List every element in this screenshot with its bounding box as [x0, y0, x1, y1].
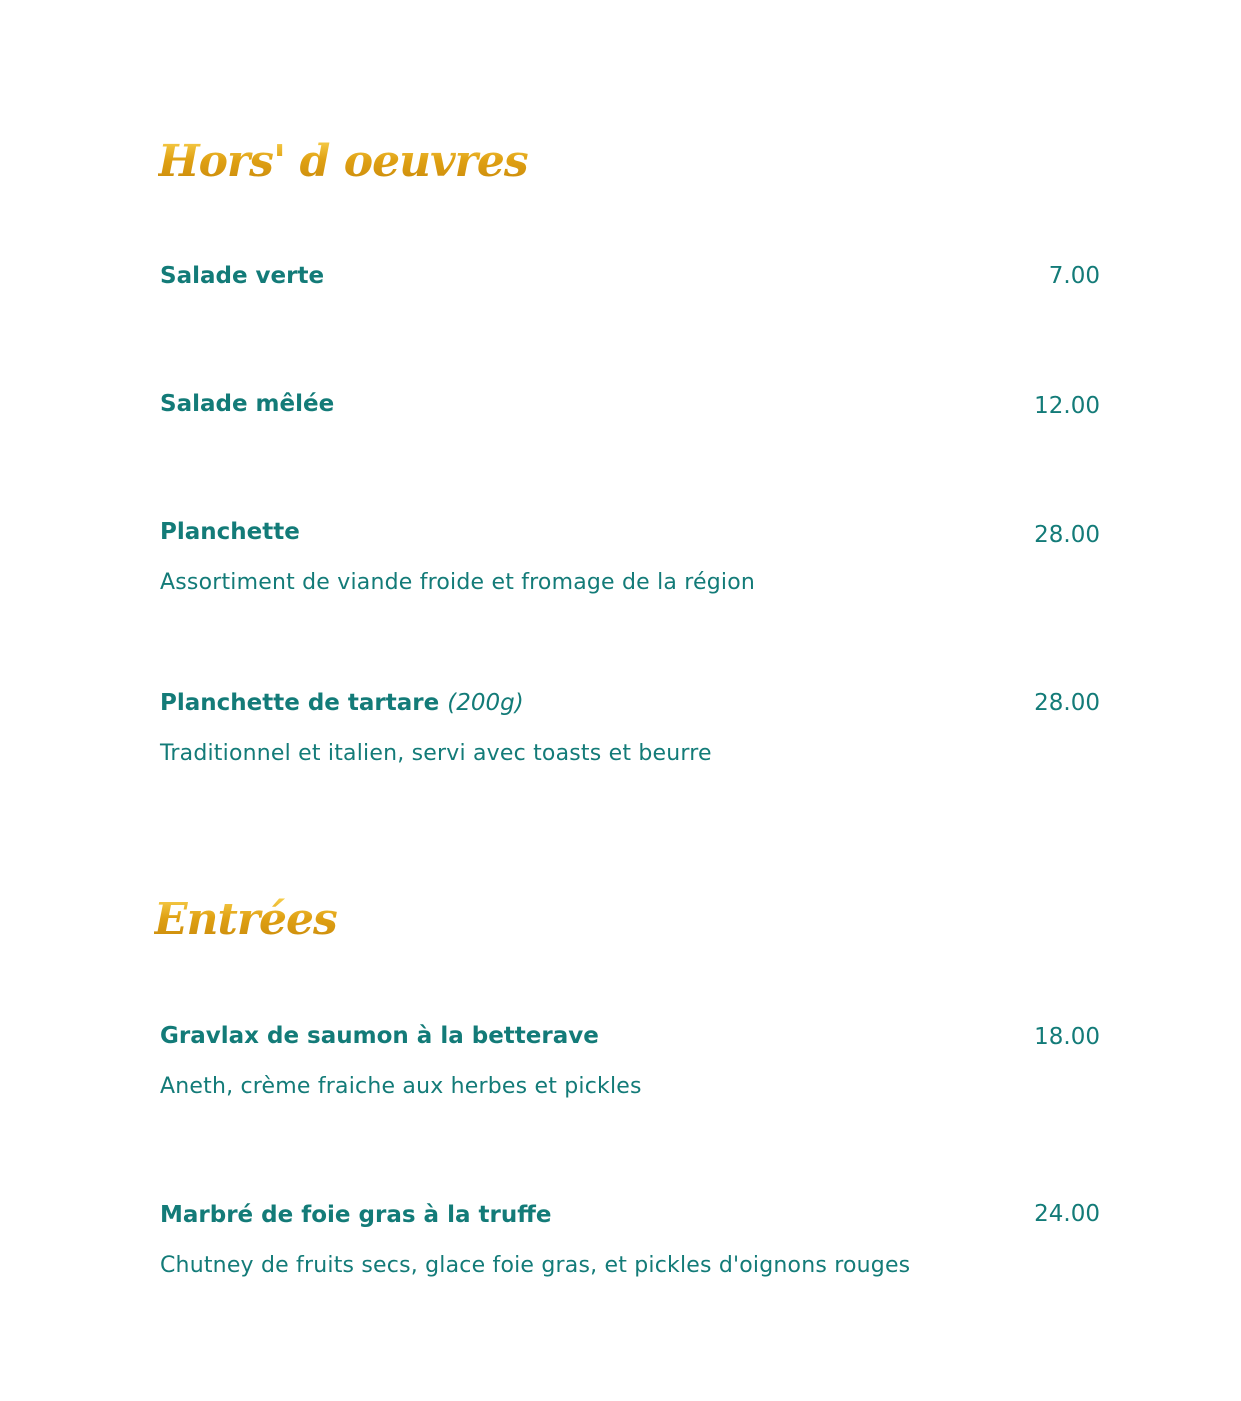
item-price: 18.00: [1034, 1024, 1100, 1050]
item-description: Aneth, crème fraiche aux herbes et pickles: [160, 1074, 642, 1099]
item-quantity: (200g): [447, 690, 524, 716]
item-price: 7.00: [1048, 263, 1100, 289]
item-description: Traditionnel et italien, servi avec toasts et beurre: [160, 741, 712, 766]
item-price: 28.00: [1034, 690, 1100, 716]
item-price: 24.00: [1034, 1201, 1100, 1227]
section-title-hors-doeuvres: Hors' d oeuvres: [158, 136, 528, 187]
item-name: Planchette de tartare: [160, 690, 440, 716]
item-description: Chutney de fruits secs, glace foie gras, et pickles d'oignons rouges: [160, 1253, 911, 1278]
item-price: 12.00: [1034, 393, 1100, 419]
item-name: Salade mêlée: [160, 391, 335, 417]
item-price: 28.00: [1034, 522, 1100, 548]
item-name: Marbré de foie gras à la truffe: [160, 1202, 552, 1228]
section-title-entrees: Entrées: [154, 894, 337, 945]
item-name: Gravlax de saumon à la betterave: [160, 1023, 599, 1049]
item-name-wrapper: [160, 689, 524, 717]
item-name: Planchette: [160, 519, 300, 545]
item-name: Salade verte: [160, 263, 325, 289]
item-description: Assortiment de viande froide et fromage de la région: [160, 570, 756, 595]
